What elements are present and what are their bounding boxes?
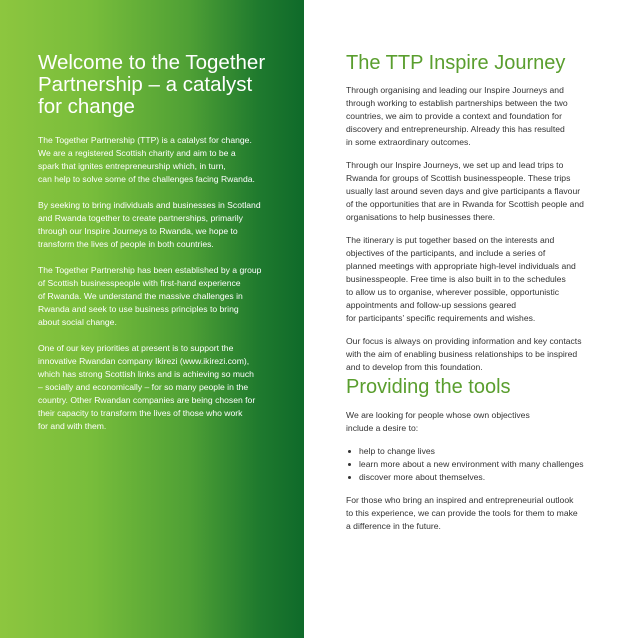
inspire-journey-heading: The TTP Inspire Journey xyxy=(346,52,566,74)
text-line: discovery and entrepreneurship. Already this has resulted xyxy=(346,124,565,134)
text-line: a difference in the future. xyxy=(346,521,441,531)
bullet-list xyxy=(346,445,608,484)
text-line: We are a registered Scottish charity and aim to be a xyxy=(38,148,236,158)
text-line: usually last around seven days and give participants a flavour xyxy=(346,186,581,196)
text-line: innovative Rwandan company Ikirezi (www.ikirezi.com), xyxy=(38,356,250,366)
text-line: appointments and follow-up sessions geared xyxy=(346,300,517,310)
paragraph xyxy=(346,234,608,325)
text-line: through our Inspire Journeys to Rwanda, we hope to xyxy=(38,226,238,236)
text-line: of the opportunities that are in Rwanda for Scottish people and xyxy=(346,199,584,209)
text-line: through working to establish partnerships between the two xyxy=(346,98,568,108)
heading-line: for change xyxy=(38,95,135,118)
text-line: Our focus is always on providing information and key contacts xyxy=(346,336,582,346)
text-line: their capacity to transform the lives of those who work xyxy=(38,408,243,418)
text-line: of Rwanda. We understand the massive challenges in xyxy=(38,291,243,301)
text-line: Through organising and leading our Inspire Journeys and xyxy=(346,85,564,95)
text-line: organisations to help businesses there. xyxy=(346,212,496,222)
text-line: of Scottish businesspeople with first-hand experience xyxy=(38,278,241,288)
text-line: For those who bring an inspired and entrepreneurial outlook xyxy=(346,495,574,505)
text-line: and Rwanda together to create partnerships, primarily xyxy=(38,213,243,223)
text-line: Through our Inspire Journeys, we set up and lead trips to xyxy=(346,160,564,170)
text-line: The itinerary is put together based on the interests and xyxy=(346,235,555,245)
text-line: about social change. xyxy=(38,317,117,327)
text-line: By seeking to bring individuals and businesses in Scotland xyxy=(38,200,261,210)
paragraph xyxy=(38,342,288,433)
welcome-body xyxy=(38,134,288,446)
text-line: to this experience, we can provide the tools for them to make xyxy=(346,508,578,518)
text-line: businesspeople. Free time is also built in to the schedules xyxy=(346,274,566,284)
text-line: objectives of the participants, and include a series of xyxy=(346,248,546,258)
text-line: to allow us to organise, wherever possible, opportunistic xyxy=(346,287,560,297)
paragraph xyxy=(346,494,608,533)
list-item: help to change lives xyxy=(346,445,608,458)
text-line: which has strong Scottish links and is achieving so much xyxy=(38,369,254,379)
paragraph xyxy=(346,409,608,435)
text-line: for and with them. xyxy=(38,421,107,431)
text-line: countries, we aim to provide a context and foundation for xyxy=(346,111,562,121)
providing-tools-heading: Providing the tools xyxy=(346,376,511,398)
paragraph xyxy=(38,264,288,329)
text-line: can help to solve some of the challenges facing Rwanda. xyxy=(38,174,255,184)
text-line: transform the lives of people in both countries. xyxy=(38,239,214,249)
list-item: discover more about themselves. xyxy=(346,471,608,484)
text-line: in some extraordinary outcomes. xyxy=(346,137,471,147)
text-line: We are looking for people whose own objectives xyxy=(346,410,530,420)
paragraph xyxy=(38,199,288,251)
inspire-journey-body xyxy=(346,84,608,384)
paragraph xyxy=(346,159,608,224)
text-line: Rwanda and seek to use business principles to bring xyxy=(38,304,239,314)
text-line: Rwanda for groups of Scottish businesspeople. These trips xyxy=(346,173,571,183)
paragraph xyxy=(346,84,608,149)
heading-line: Partnership – a catalyst xyxy=(38,73,253,96)
text-line: The Together Partnership has been established by a group xyxy=(38,265,262,275)
text-line: country. Other Rwandan companies are being chosen for xyxy=(38,395,256,405)
text-line: include a desire to: xyxy=(346,423,419,433)
heading-line: Welcome to the Together xyxy=(38,51,266,74)
welcome-heading xyxy=(38,52,288,118)
text-line: and to develop from this foundation. xyxy=(346,362,483,372)
text-line: with the aim of enabling business relationships to be inspired xyxy=(346,349,578,359)
text-line: One of our key priorities at present is to support the xyxy=(38,343,234,353)
text-line: for participants’ specific requirements and wishes. xyxy=(346,313,536,323)
text-line: planned meetings with appropriate high-level individuals and xyxy=(346,261,576,271)
providing-tools-body xyxy=(346,409,608,543)
paragraph xyxy=(346,335,608,374)
text-line: spark that ignites entrepreneurship which, in turn, xyxy=(38,161,226,171)
paragraph xyxy=(38,134,288,186)
list-item: learn more about a new environment with many challenges xyxy=(346,458,608,471)
text-line: – socially and economically – for so many people in the xyxy=(38,382,249,392)
text-line: The Together Partnership (TTP) is a catalyst for change. xyxy=(38,135,252,145)
